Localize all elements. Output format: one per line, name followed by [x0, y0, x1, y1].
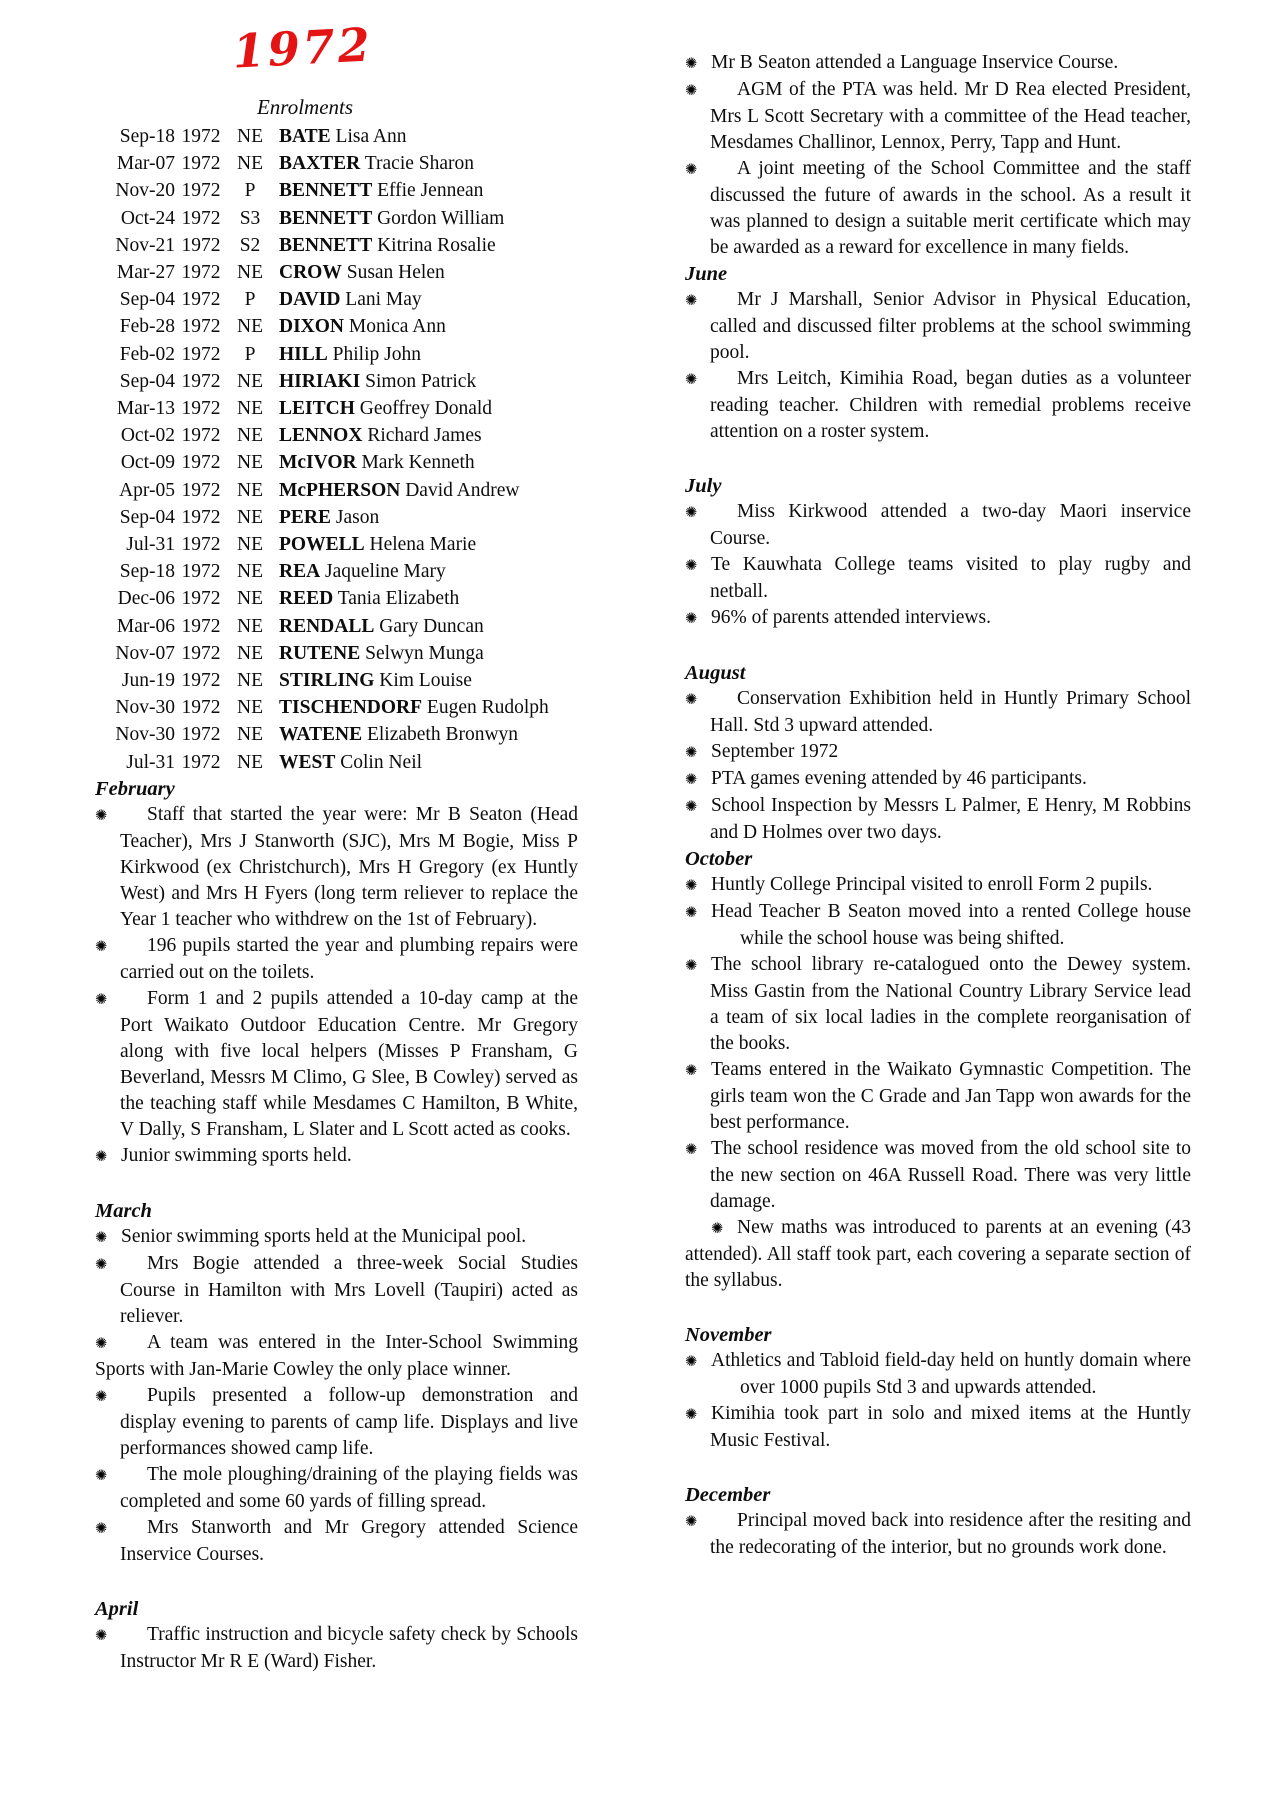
enrolment-row — [95, 150, 578, 177]
enrolment-row — [95, 640, 578, 667]
bullet-item — [685, 552, 1191, 605]
bullet-item-text: Form 1 and 2 pupils attended a 10-day camp at the Port Waikato Outdoor Education Centre. Mr Gregory along with five local helpers (Misses P Fransham, G Beverland, Messrs M Climo, G Slee, B Cowley) served as the teaching staff while Mesdames C Hamilton, B White, V Dally, S Fransham, L Slater and L Scott acted as cooks. — [120, 987, 578, 1140]
month-section — [95, 1198, 578, 1568]
star-bullet-icon: ✺ — [685, 372, 698, 388]
bullet-item — [685, 952, 1191, 1057]
enrolment-surname: RUTENE — [279, 642, 361, 664]
bullet-item-text: September 1972 — [711, 741, 839, 762]
bullet-item — [685, 899, 1191, 952]
enrolment-code: NE — [237, 724, 263, 746]
enrolment-code: S3 — [239, 207, 261, 229]
enrolment-name: HIRIAKI Simon Patrick — [279, 370, 477, 392]
bullet-item — [95, 1330, 578, 1383]
enrolment-year: 1972 — [181, 724, 221, 746]
enrolment-code: NE — [237, 425, 263, 447]
bullet-item-text: Huntly College Principal visited to enroll Form 2 pupils. — [711, 874, 1153, 895]
enrolment-year: 1972 — [181, 262, 221, 284]
enrolment-date: Nov-07 — [115, 642, 175, 664]
enrolment-code: P — [244, 289, 256, 311]
enrolment-year: 1972 — [181, 153, 221, 175]
enrolment-name: BAXTER Tracie Sharon — [279, 153, 475, 175]
bullet-item — [95, 1462, 578, 1515]
enrolment-date: Apr-05 — [119, 479, 175, 501]
enrolment-name: CROW Susan Helen — [279, 262, 445, 284]
enrolment-date: Oct-09 — [120, 452, 175, 474]
bullet-item-text: Senior swimming sports held at the Municipal pool. — [121, 1225, 527, 1247]
enrolment-year: 1972 — [181, 180, 221, 202]
enrolment-surname: RENDALL — [279, 615, 375, 637]
enrolment-row — [95, 694, 578, 721]
star-bullet-icon: ✺ — [95, 1148, 108, 1165]
bullet-item-text: Mr J Marshall, Senior Advisor in Physical Education, called and discussed filter problems at the school swimming pool. — [710, 289, 1191, 363]
bullet-item-text: PTA games evening attended by 46 participants. — [711, 768, 1087, 789]
enrolment-year: 1972 — [181, 506, 221, 528]
star-bullet-icon: ✺ — [685, 958, 698, 974]
enrolment-code: NE — [237, 697, 263, 719]
enrolment-row — [95, 721, 578, 748]
star-bullet-icon: ✺ — [685, 772, 698, 788]
star-bullet-icon: ✺ — [95, 1388, 108, 1405]
bullet-item — [95, 986, 578, 1143]
star-bullet-icon: ✺ — [685, 905, 698, 921]
enrolment-code: NE — [237, 153, 263, 175]
enrolment-surname: BATE — [279, 126, 331, 147]
bullet-item — [95, 1224, 578, 1251]
enrolment-name: REA Jaqueline Mary — [279, 561, 446, 583]
enrolment-name: LENNOX Richard James — [279, 425, 482, 447]
month-section — [685, 50, 1191, 261]
enrolment-row — [95, 313, 578, 340]
star-bullet-icon: ✺ — [685, 56, 698, 72]
enrolment-row — [95, 531, 578, 558]
enrolment-row — [95, 667, 578, 694]
bullet-item — [685, 793, 1191, 846]
enrolment-name: TISCHENDORF Eugen Rudolph — [279, 697, 549, 719]
bullet-item-text: Head Teacher B Seaton moved into a rented College house while the school house was being shifted. — [711, 901, 1191, 949]
bullet-item — [95, 802, 578, 933]
bullet-item — [685, 872, 1191, 899]
bullet-item — [95, 1383, 578, 1462]
left-column — [95, 17, 578, 1675]
enrolment-name: DIXON Monica Ann — [279, 316, 446, 338]
bullet-item-text: The mole ploughing/draining of the playing fields was completed and some 60 yards of filling spread. — [120, 1463, 578, 1512]
enrolment-date: Mar-07 — [116, 153, 175, 175]
enrolment-year: 1972 — [181, 615, 221, 637]
enrolment-row — [95, 585, 578, 612]
enrolment-date: Sep-04 — [119, 370, 175, 392]
bullet-item-text: Te Kauwhata College teams visited to play rugby and netball. — [710, 554, 1191, 602]
star-bullet-icon: ✺ — [95, 1467, 108, 1484]
enrolment-code: NE — [237, 398, 263, 420]
enrolment-date: Jun-19 — [121, 670, 175, 692]
month-heading: October — [685, 848, 753, 870]
star-bullet-icon: ✺ — [685, 558, 698, 574]
enrolment-date: Jul-31 — [126, 751, 175, 773]
enrolment-name: McPHERSON David Andrew — [279, 479, 520, 501]
star-bullet-icon: ✺ — [685, 745, 698, 761]
enrolment-row — [95, 177, 578, 204]
bullet-item — [685, 1401, 1191, 1454]
enrolment-date: Nov-30 — [115, 724, 175, 746]
enrolment-code: NE — [237, 452, 263, 474]
enrolment-name: REED Tania Elizabeth — [279, 588, 460, 610]
bullet-item-text: The school library re-catalogued onto the Dewey system. Miss Gastin from the National Country Library Service lead a team of six local ladies in the complete reorganisation of the books. — [710, 954, 1191, 1054]
bullet-item-text: Conservation Exhibition held in Huntly Primary School Hall. Std 3 upward attended. — [710, 688, 1191, 736]
star-bullet-icon: ✺ — [95, 938, 108, 955]
month-section — [685, 261, 1191, 445]
enrolment-row — [95, 422, 578, 449]
enrolment-name: WATENE Elizabeth Bronwyn — [279, 724, 519, 746]
bullet-item-text: Pupils presented a follow-up demonstration and display evening to parents of camp life. Displays and live performances showed camp life. — [120, 1384, 578, 1459]
month-heading: February — [95, 777, 175, 800]
star-bullet-icon: ✺ — [95, 1256, 108, 1273]
enrolment-date: Feb-02 — [119, 343, 175, 365]
bullet-item — [685, 1057, 1191, 1136]
enrolment-surname: WEST — [279, 751, 336, 773]
bullet-item — [685, 1348, 1191, 1401]
enrolment-code: NE — [237, 615, 263, 637]
enrolment-name: LEITCH Geoffrey Donald — [279, 398, 493, 420]
enrolment-year: 1972 — [181, 561, 221, 583]
enrolment-date: Sep-04 — [119, 506, 175, 528]
bullet-item — [95, 1143, 578, 1170]
bullet-item-text: 96% of parents attended interviews. — [711, 607, 991, 628]
enrolment-name: McIVOR Mark Kenneth — [279, 452, 475, 474]
bullet-item — [95, 933, 578, 986]
enrolment-date: Nov-20 — [115, 180, 175, 202]
enrolment-date: Nov-30 — [115, 697, 175, 719]
enrolment-code: P — [244, 343, 256, 365]
bullet-item — [95, 1251, 578, 1330]
bullet-item — [685, 739, 1191, 766]
star-bullet-icon: ✺ — [685, 1063, 698, 1079]
enrolment-row — [95, 232, 578, 259]
bullet-item-text: Mrs Leitch, Kimihia Road, began duties as a volunteer reading teacher. Children with remedial problems receive attention on a roster system. — [710, 368, 1191, 442]
bullet-item-text: Mrs Bogie attended a three-week Social Studies Course in Hamilton with Mrs Lovell (Taupiri) acted as reliever. — [120, 1252, 578, 1327]
enrolment-code: S2 — [239, 234, 261, 256]
month-section — [95, 776, 578, 1170]
enrolment-date: Sep-18 — [119, 126, 175, 147]
bullet-item — [685, 366, 1191, 445]
enrolment-name: BENNETT Effie Jennean — [279, 180, 484, 202]
enrolment-surname: BENNETT — [279, 180, 373, 202]
enrolment-date: Nov-21 — [115, 234, 175, 256]
enrolment-surname: REA — [279, 561, 321, 583]
star-bullet-icon: ✺ — [685, 692, 698, 708]
enrolment-code: NE — [237, 506, 263, 528]
enrolment-code: NE — [237, 479, 263, 501]
enrolment-year: 1972 — [181, 670, 221, 692]
star-bullet-icon: ✺ — [685, 1407, 698, 1423]
star-bullet-icon: ✺ — [685, 799, 698, 815]
enrolment-date: Mar-06 — [116, 615, 175, 637]
enrolment-date: Jul-31 — [126, 534, 175, 556]
enrolment-year: 1972 — [181, 697, 221, 719]
enrolment-surname: McIVOR — [279, 452, 357, 474]
bullet-item-text: Traffic instruction and bicycle safety check by Schools Instructor Mr R E (Ward) Fisher. — [120, 1623, 578, 1672]
enrolment-year: 1972 — [181, 534, 221, 556]
enrolment-date: Dec-06 — [117, 588, 175, 610]
bullet-item-text: Principal moved back into residence after the resiting and the redecorating of the interior, but no grounds work done. — [710, 1510, 1191, 1558]
month-section — [95, 1596, 578, 1675]
enrolment-name: BENNETT Kitrina Rosalie — [279, 234, 496, 256]
enrolment-name: WEST Colin Neil — [279, 751, 423, 773]
enrolment-surname: POWELL — [279, 534, 365, 556]
star-bullet-icon: ✺ — [685, 83, 698, 99]
enrolment-year: 1972 — [181, 452, 221, 474]
enrolment-date: Oct-24 — [120, 207, 175, 229]
month-section — [685, 473, 1191, 632]
enrolment-date: Mar-27 — [116, 262, 175, 284]
enrolment-surname: STIRLING — [279, 670, 375, 692]
enrolment-code: NE — [237, 642, 263, 664]
enrolments-list — [95, 123, 578, 776]
enrolment-year: 1972 — [181, 370, 221, 392]
month-section — [685, 660, 1191, 846]
bullet-item-text: Mrs Stanworth and Mr Gregory attended Science Inservice Courses. — [120, 1516, 578, 1565]
enrolment-name: POWELL Helena Marie — [279, 534, 477, 556]
bullet-item — [685, 50, 1191, 77]
right-column — [685, 50, 1191, 1561]
bullet-item-text: Athletics and Tabloid field-day held on huntly domain where over 1000 pupils Std 3 and upwards attended. — [711, 1350, 1191, 1398]
star-bullet-icon: ✺ — [95, 1520, 108, 1537]
enrolment-row — [95, 613, 578, 640]
bullet-item — [685, 686, 1191, 739]
bullet-item-text: Mr B Seaton attended a Language Inservice Course. — [711, 52, 1119, 73]
enrolment-date: Sep-18 — [119, 561, 175, 583]
year-title: 1972 — [231, 17, 375, 79]
bullet-item — [685, 605, 1191, 632]
star-bullet-icon: ✺ — [95, 991, 108, 1008]
month-heading: April — [95, 1597, 139, 1620]
star-bullet-icon: ✺ — [95, 807, 108, 824]
enrolment-year: 1972 — [181, 588, 221, 610]
star-bullet-icon: ✺ — [685, 1354, 698, 1370]
enrolment-surname: LENNOX — [279, 425, 363, 447]
enrolment-surname: REED — [279, 588, 334, 610]
bullet-item-text: Kimihia took part in solo and mixed items at the Huntly Music Festival. — [710, 1403, 1191, 1451]
enrolment-surname: HIRIAKI — [279, 370, 361, 392]
enrolment-year: 1972 — [181, 642, 221, 664]
enrolment-date: Oct-02 — [120, 425, 175, 447]
bullet-item-text: Teams entered in the Waikato Gymnastic Competition. The girls team won the C Grade and Jan Tapp won awards for the best performance. — [710, 1059, 1191, 1133]
star-bullet-icon: ✺ — [685, 162, 698, 178]
left-sections — [95, 776, 578, 1675]
enrolment-surname: WATENE — [279, 724, 363, 746]
bullet-item-text: A team was entered in the Inter-School Swimming Sports with Jan-Marie Cowley the only place winner. — [95, 1331, 578, 1380]
month-heading: December — [685, 1484, 771, 1506]
bullet-item — [95, 1622, 578, 1675]
enrolment-date: Mar-13 — [116, 398, 175, 420]
enrolment-year: 1972 — [181, 479, 221, 501]
bullet-item — [685, 287, 1191, 366]
enrolment-row — [95, 205, 578, 232]
enrolment-surname: BENNETT — [279, 234, 373, 256]
month-heading: August — [685, 662, 746, 684]
bullet-item — [685, 499, 1191, 552]
month-section — [685, 1482, 1191, 1561]
enrolment-name: BATE Lisa Ann — [279, 126, 407, 147]
enrolment-year: 1972 — [181, 751, 221, 773]
bullet-item-text: Junior swimming sports held. — [121, 1144, 352, 1166]
enrolment-year: 1972 — [181, 234, 221, 256]
right-sections — [685, 50, 1191, 1561]
bullet-item — [685, 156, 1191, 261]
enrolment-date: Feb-28 — [119, 316, 175, 338]
month-heading: March — [95, 1199, 152, 1222]
enrolment-surname: BENNETT — [279, 207, 373, 229]
bullet-item-text: A joint meeting of the School Committee and the staff discussed the future of awards in the school. As a result it was planned to design a suitable merit certificate which may be awarded as a reward for excellence in many fields. — [710, 158, 1191, 258]
enrolment-surname: CROW — [279, 262, 342, 284]
bullet-item-text: The school residence was moved from the old school site to the new section on 46A Russell Road. There was very little damage. — [710, 1138, 1191, 1212]
bullet-item — [95, 1515, 578, 1568]
enrolment-year: 1972 — [181, 316, 221, 338]
enrolment-row — [95, 558, 578, 585]
enrolment-year: 1972 — [181, 425, 221, 447]
enrolment-code: NE — [237, 262, 263, 284]
star-bullet-icon: ✺ — [685, 611, 698, 627]
enrolment-name: PERE Jason — [279, 506, 380, 528]
enrolment-year: 1972 — [181, 398, 221, 420]
enrolment-name: BENNETT Gordon William — [279, 207, 505, 229]
star-bullet-icon: ✺ — [95, 1627, 108, 1644]
enrolment-row — [95, 123, 578, 150]
enrolment-year: 1972 — [181, 289, 221, 311]
month-heading: November — [685, 1324, 772, 1346]
enrolment-surname: HILL — [279, 343, 328, 365]
enrolment-row — [95, 286, 578, 313]
enrolment-row — [95, 368, 578, 395]
star-bullet-icon: ✺ — [95, 1335, 108, 1352]
bullet-item — [685, 1136, 1191, 1215]
star-bullet-icon: ✺ — [685, 1142, 698, 1158]
enrolment-surname: DIXON — [279, 316, 345, 338]
enrolment-code: NE — [237, 561, 263, 583]
enrolment-date: Sep-04 — [119, 289, 175, 311]
enrolment-year: 1972 — [181, 126, 221, 147]
enrolment-name: DAVID Lani May — [279, 289, 422, 311]
bullet-item-text: 196 pupils started the year and plumbing repairs were carried out on the toilets. — [120, 934, 578, 983]
bullet-item-text: Staff that started the year were: Mr B Seaton (Head Teacher), Mrs J Stanworth (SJC), Mrs M Bogie, Miss P Kirkwood (ex Christchurch), Mrs H Gregory (ex Huntly West) and Mrs H Fyers (long term reliever to replace the Year 1 teacher who withdrew on the 1st of February). — [120, 803, 578, 930]
enrolment-code: NE — [237, 316, 263, 338]
star-bullet-icon: ✺ — [685, 505, 698, 521]
enrolment-year: 1972 — [181, 343, 221, 365]
star-bullet-icon: ✺ — [711, 1221, 724, 1237]
star-bullet-icon: ✺ — [685, 293, 698, 309]
month-heading: July — [685, 475, 722, 497]
bullet-item-text: School Inspection by Messrs L Palmer, E Henry, M Robbins and D Holmes over two days. — [710, 795, 1191, 843]
enrolment-surname: TISCHENDORF — [279, 697, 423, 719]
enrolment-surname: DAVID — [279, 289, 341, 311]
enrolment-name: RENDALL Gary Duncan — [279, 615, 484, 637]
month-section — [685, 846, 1191, 1294]
enrolment-code: NE — [237, 670, 263, 692]
enrolments-heading: Enrolments — [256, 95, 354, 119]
bullet-item-text: New maths was introduced to parents at an evening (43 attended). All staff took part, each covering a separate section of the syllabus. — [685, 1217, 1191, 1291]
enrolment-code: NE — [237, 370, 263, 392]
month-section — [685, 1322, 1191, 1454]
star-bullet-icon: ✺ — [685, 1514, 698, 1530]
enrolment-row — [95, 749, 578, 776]
enrolment-row — [95, 259, 578, 286]
enrolment-code: NE — [237, 534, 263, 556]
star-bullet-icon: ✺ — [685, 878, 698, 894]
enrolment-code: NE — [237, 126, 263, 147]
enrolment-name: STIRLING Kim Louise — [279, 670, 472, 692]
enrolment-row — [95, 449, 578, 476]
star-bullet-icon: ✺ — [95, 1229, 108, 1246]
enrolment-row — [95, 395, 578, 422]
bullet-item — [685, 766, 1191, 793]
bullet-item — [685, 1215, 1191, 1294]
enrolment-surname: BAXTER — [279, 153, 361, 175]
enrolment-name: RUTENE Selwyn Munga — [279, 642, 484, 664]
bullet-item-text: Miss Kirkwood attended a two-day Maori inservice Course. — [710, 501, 1191, 549]
enrolment-code: NE — [237, 588, 263, 610]
bullet-item — [685, 77, 1191, 156]
enrolment-surname: McPHERSON — [279, 479, 401, 501]
bullet-item-text: AGM of the PTA was held. Mr D Rea elected President, Mrs L Scott Secretary with a committee of the Head teacher, Mesdames Challinor, Lennox, Perry, Tapp and Hunt. — [710, 79, 1191, 153]
month-heading: June — [685, 263, 728, 285]
enrolment-code: NE — [237, 751, 263, 773]
enrolment-surname: PERE — [279, 506, 332, 528]
enrolment-name: HILL Philip John — [279, 343, 421, 365]
bullet-item — [685, 1508, 1191, 1561]
enrolment-year: 1972 — [181, 207, 221, 229]
enrolment-surname: LEITCH — [279, 398, 355, 420]
enrolment-row — [95, 477, 578, 504]
enrolment-row — [95, 504, 578, 531]
enrolment-code: P — [244, 180, 256, 202]
enrolment-row — [95, 341, 578, 368]
